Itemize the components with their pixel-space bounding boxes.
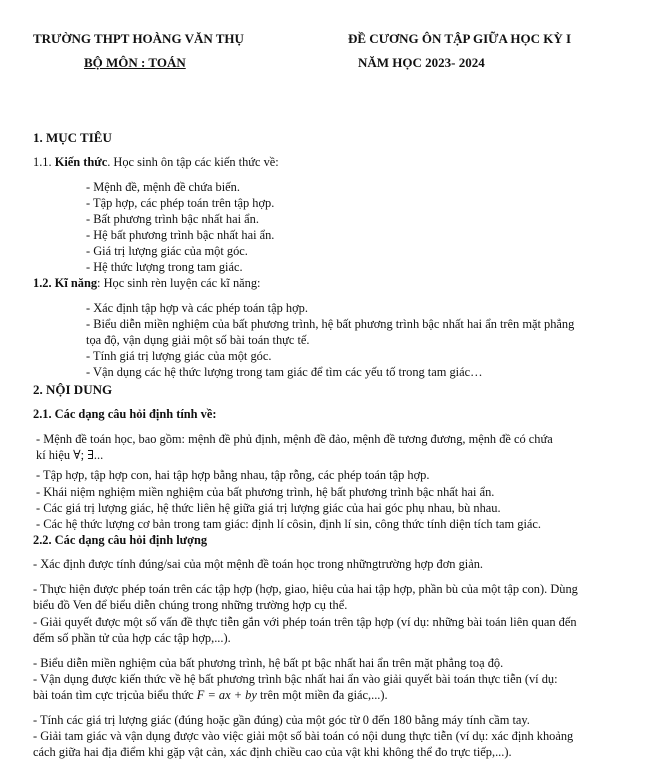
formula-text-before: bài toán tìm cực trịcủa biểu thức: [33, 688, 197, 702]
section-1-2-label: 1.2. Kĩ năng: [33, 276, 98, 290]
formula-text-after: trên một miền đa giác,...).: [256, 688, 388, 702]
quantitative-item: - Xác định được tính đúng/sai của một mệnh đề toán học trong nhữngtrường hợp đơn giản.: [33, 557, 484, 571]
quantitative-item-formula: [33, 688, 388, 703]
knowledge-item: - Mệnh đề, mệnh đề chứa biến.: [86, 180, 240, 194]
section-1-1-text: . Học sinh ôn tập các kiến thức về:: [107, 155, 279, 169]
knowledge-item: - Bất phương trình bậc nhất hai ẩn.: [86, 212, 259, 226]
knowledge-item: - Giá trị lượng giác của một góc.: [86, 244, 248, 258]
skill-item: - Vận dụng các hệ thức lượng trong tam giác để tìm các yếu tố trong tam giác…: [86, 365, 483, 379]
quantitative-item: - Tính các giá trị lượng giác (đúng hoặc gần đúng) của một góc từ 0 đến 180 bằng máy tính cầm tay.: [33, 713, 530, 727]
quantitative-item: - Vận dụng được kiến thức về hệ bất phương trình bậc nhất hai ẩn vào giải quyết bài toán thực tiễn (ví dụ:: [33, 672, 558, 686]
skill-item: - Xác định tập hợp và các phép toán tập hợp.: [86, 301, 308, 315]
section-1-1-line: [33, 155, 279, 170]
section-2-1-heading: 2.1. Các dạng câu hỏi định tính về:: [33, 407, 217, 421]
qualitative-item: - Các hệ thức lượng cơ bản trong tam giác: định lí côsin, định lí sin, công thức tính diện tích tam giác.: [36, 517, 542, 531]
quantitative-item: - Giải tam giác và vận dụng được vào việc giải một số bài toán có nội dung thực tiễn (ví dụ: xác định khoảng: [33, 729, 574, 743]
section-1-2-line: [33, 276, 261, 291]
quantitative-item: - Biểu diễn miền nghiệm của bất phương trình, hệ bất pt bậc nhất hai ẩn trên mặt phẳng toạ độ.: [33, 656, 504, 670]
skill-item: - Tính giá trị lượng giác của một góc.: [86, 349, 272, 363]
quantitative-item: - Thực hiện được phép toán trên các tập hợp (hợp, giao, hiệu của hai tập hợp, phần bù của một tập con). Dùng: [33, 582, 578, 596]
skill-item: tọa độ, vận dụng giải một số bài toán thực tế.: [86, 333, 310, 347]
qualitative-item: - Tập hợp, tập hợp con, hai tập hợp bằng nhau, tập rỗng, các phép toán tập hợp.: [36, 468, 430, 482]
section-2-2-heading: 2.2. Các dạng câu hỏi định lượng: [33, 533, 208, 547]
quantitative-item: cách giữa hai địa điểm khi gặp vật cản, xác định chiều cao của vật khi không thể đo trực tiếp,...).: [33, 745, 512, 759]
school-name: TRƯỜNG THPT HOÀNG VĂN THỤ: [33, 31, 244, 46]
knowledge-item: - Hệ bất phương trình bậc nhất hai ẩn.: [86, 228, 275, 242]
section-1-heading: 1. MỤC TIÊU: [33, 130, 112, 145]
quantitative-item: đếm số phần tử của hợp các tập hợp,...).: [33, 631, 231, 645]
quantitative-item: biểu đồ Ven để biểu diễn chúng trong những trường hợp cụ thể.: [33, 598, 348, 612]
qualitative-item: - Các giá trị lượng giác, hệ thức liên hệ giữa giá trị lượng giác của hai góc phụ nhau, bù nhau.: [36, 501, 501, 515]
formula: F = ax + by: [196, 688, 257, 702]
department-name: BỘ MÔN : TOÁN: [84, 55, 186, 70]
section-1-1-label: Kiến thức: [54, 155, 108, 169]
knowledge-item: - Tập hợp, các phép toán trên tập hợp.: [86, 196, 275, 210]
qualitative-item: - Mệnh đề toán học, bao gồm: mệnh đề phủ định, mệnh đề đảo, mệnh đề tương đương, mệnh đề có chứa: [36, 432, 553, 446]
document-title: ĐỀ CƯƠNG ÔN TẬP GIỮA HỌC KỲ I: [348, 31, 572, 46]
section-1-1-number: 1.1.: [33, 155, 55, 169]
section-1-2-text: : Học sinh rèn luyện các kĩ năng:: [97, 276, 261, 290]
skill-item: - Biểu diễn miền nghiệm của bất phương trình, hệ bất phương trình bậc nhất hai ẩn trên mặt phẳng: [86, 317, 575, 331]
school-year: NĂM HỌC 2023- 2024: [358, 55, 485, 70]
qualitative-item: kí hiệu ∀; ∃...: [36, 448, 104, 462]
qualitative-item: - Khái niệm nghiệm miền nghiệm của bất phương trình, hệ bất phương trình bậc nhất hai ẩn.: [36, 485, 495, 499]
knowledge-item: - Hệ thức lượng trong tam giác.: [86, 260, 243, 274]
section-2-heading: 2. NỘI DUNG: [33, 382, 113, 397]
quantitative-item: - Giải quyết được một số vấn đề thực tiễn gắn với phép toán trên tập hợp (ví dụ: những bài toán liên quan đến: [33, 615, 577, 629]
